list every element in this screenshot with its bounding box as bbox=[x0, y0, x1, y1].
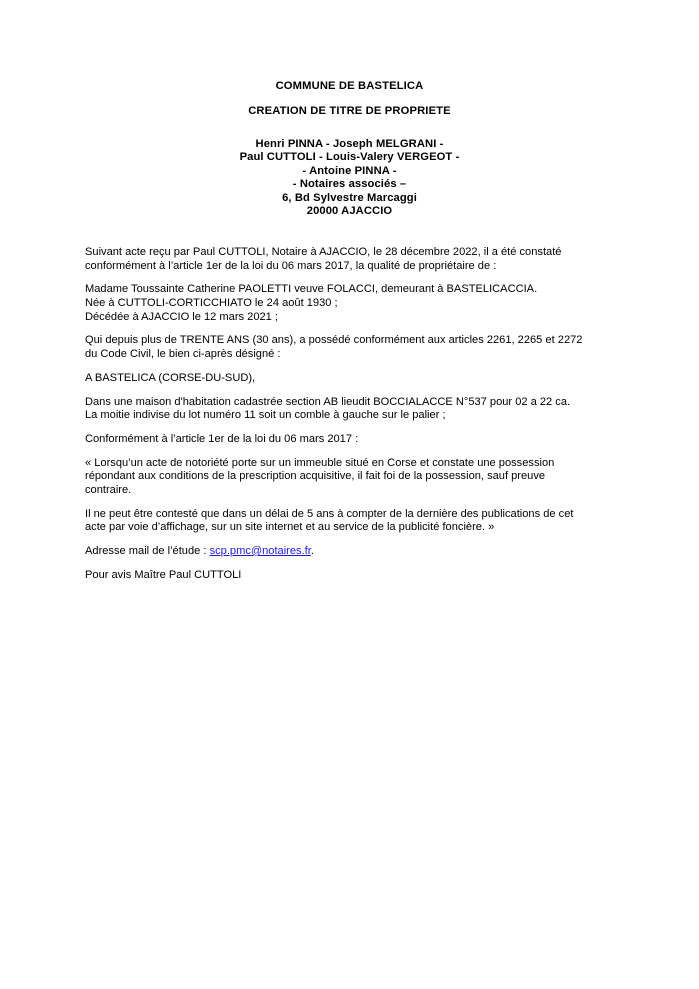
body-line: Madame Toussainte Catherine PAOLETTI veuve FOLACCI, demeurant à BASTELICACCIA. bbox=[85, 283, 538, 296]
document-body bbox=[85, 246, 599, 582]
email-link[interactable]: scp.pmc@notaires.fr bbox=[209, 545, 311, 557]
email-trailing-period: . bbox=[310, 545, 314, 557]
firm-line: - Notaires associés – bbox=[292, 178, 407, 191]
body-line: « Lorsqu’un acte de notoriété porte sur un immeuble situé en Corse et constate une possession bbox=[85, 456, 555, 469]
paragraph-deed-reception bbox=[85, 246, 599, 273]
firm-line: Paul CUTTOLI - Louis-Valery VERGEOT - bbox=[239, 151, 460, 164]
body-line: Qui depuis plus de TRENTE ANS (30 ans), a possédé conformément aux articles 2261, 2265 et 2272 bbox=[85, 334, 583, 347]
firm-line: 6, Bd Sylvestre Marcaggi bbox=[282, 191, 417, 204]
firm-line: - Antoine PINNA - bbox=[302, 164, 397, 177]
page-title-commune: COMMUNE DE BASTELICA bbox=[275, 80, 424, 92]
paragraph-possession-duration bbox=[85, 334, 599, 361]
body-line: conformément à l’article 1er de la loi du 06 mars 2017, la qualité de propriétaire de : bbox=[85, 259, 497, 272]
document-header bbox=[0, 80, 699, 219]
paragraph-cadastral-description bbox=[85, 396, 599, 423]
paragraph-signature bbox=[85, 569, 599, 583]
body-line: Il ne peut être contesté que dans un délai de 5 ans à compter de la dernière des publications de cet bbox=[85, 507, 574, 520]
paragraph-law-quote-first bbox=[85, 457, 599, 498]
body-line: Suivant acte reçu par Paul CUTTOLI, Notaire à AJACCIO, le 28 décembre 2022, il a été constaté bbox=[85, 246, 562, 258]
paragraph-law-reference bbox=[85, 433, 599, 447]
body-line: Conformément à l’article 1er de la loi du 06 mars 2017 : bbox=[85, 432, 359, 445]
body-line: Née à CUTTOLI-CORTICCHIATO le 24 août 1930 ; bbox=[85, 296, 338, 309]
body-line: Dans une maison d'habitation cadastrée section AB lieudit BOCCIALACCE N°537 pour 02 a 22 ca. bbox=[85, 395, 571, 408]
body-line: répondant aux conditions de la prescription acquisitive, il fait foi de la possession, sauf preuve bbox=[85, 470, 546, 483]
firm-line: 20000 AJACCIO bbox=[306, 205, 393, 218]
email-label: Adresse mail de l’étude : bbox=[85, 545, 210, 557]
body-line: A BASTELICA (CORSE-DU-SUD), bbox=[85, 371, 256, 384]
notary-firm-block bbox=[0, 138, 699, 220]
page-title-subject: CREATION DE TITRE DE PROPRIETE bbox=[248, 105, 451, 117]
body-line: Décédée à AJACCIO le 12 mars 2021 ; bbox=[85, 310, 279, 323]
paragraph-location bbox=[85, 372, 599, 386]
body-line: Pour avis Maître Paul CUTTOLI bbox=[85, 568, 242, 581]
firm-line: Henri PINNA - Joseph MELGRANI - bbox=[255, 137, 444, 150]
body-line: La moitie indivise du lot numéro 11 soit un comble à gauche sur le palier ; bbox=[85, 409, 446, 422]
body-line: contraire. bbox=[85, 483, 132, 496]
body-line: du Code Civil, le bien ci-après désigné : bbox=[85, 347, 281, 360]
paragraph-law-quote-second bbox=[85, 508, 599, 535]
paragraph-email-address bbox=[85, 545, 599, 559]
body-line: acte par voie d’affichage, sur un site internet et au service de la publicité foncière. » bbox=[85, 521, 495, 534]
paragraph-owner-identity bbox=[85, 283, 599, 324]
